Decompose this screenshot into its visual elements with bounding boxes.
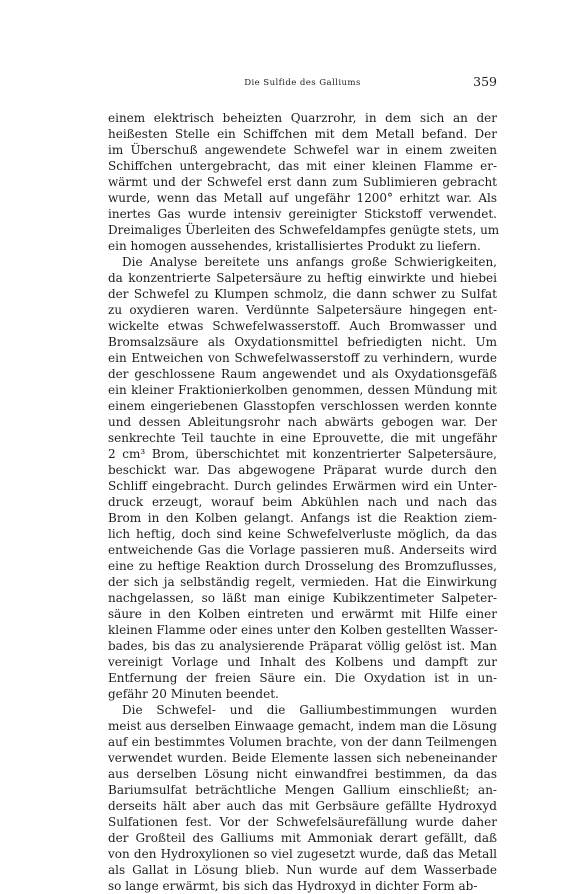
text-line: inertes Gas wurde intensiv gereinigter Stickstoff verwendet. [108, 207, 497, 221]
text-line: Die Analyse bereitete uns anfangs große Schwierigkeiten, [122, 255, 497, 269]
text-line: beschickt war. Das abgewogene Präparat wurde durch den [108, 463, 497, 477]
text-line: meist aus derselben Einwaage gemacht, indem man die Lösung [108, 719, 497, 733]
text-line: einem eingeriebenen Glasstopfen verschlossen werden konnte [108, 399, 497, 413]
text-line: Sulfationen fest. Vor der Schwefelsäurefällung wurde daher [108, 815, 497, 829]
text-line: kleinen Flamme oder eines unter den Kolben gestellten Wasser- [108, 623, 498, 637]
text-line: ein Entweichen von Schwefelwasserstoff zu verhindern, wurde [108, 351, 497, 365]
text-line: bades, bis das zu analysierende Präparat völlig gelöst ist. Man [108, 639, 497, 653]
text-line: wurde, wenn das Metall auf ungefähr 1200° erhitzt war. Als [108, 191, 497, 205]
page-number: 359 [473, 74, 497, 89]
running-title: Die Sulfide des Galliums [244, 78, 361, 88]
text-line: ein homogen aussehendes, kristallisiertes Produkt zu liefern. [108, 239, 481, 253]
text-line: verwendet wurden. Beide Elemente lassen sich nebeneinander [108, 751, 497, 765]
text-line: nachgelassen, so läßt man einige Kubikzentimeter Salpeter- [108, 591, 497, 605]
text-line: da konzentrierte Salpetersäure zu heftig einwirkte und hiebei [108, 271, 497, 285]
text-line: Bromsalzsäure als Oxydationsmittel befriedigten nicht. Um [108, 335, 497, 349]
text-line: der sich ja selbständig regelt, vermieden. Hat die Einwirkung [108, 575, 497, 589]
text-line: Die Schwefel- und die Galliumbestimmungen wurden [122, 703, 497, 717]
text-line: 2 cm³ Brom, überschichtet mit konzentrierter Salpetersäure, [108, 447, 497, 461]
text-line: von den Hydroxylionen so viel zugesetzt wurde, daß das Metall [108, 847, 497, 861]
text-line: vereinigt Vorlage und Inhalt des Kolbens und dampft zur [108, 655, 497, 669]
body-text [108, 110, 500, 894]
text-line: Schiffchen untergebracht, das mit einer kleinen Flamme er- [108, 159, 497, 173]
text-line: Bariumsulfat beträchtliche Mengen Gallium einschließt; an- [108, 783, 497, 797]
text-line: senkrechte Teil tauchte in eine Eprouvette, die mit ungefähr [108, 431, 497, 445]
document-page [108, 74, 500, 894]
text-line: der Schwefel zu Klumpen schmolz, die dann schwer zu Sulfat [108, 287, 497, 301]
text-line: heißesten Stelle ein Schiffchen mit dem Metall befand. Der [108, 127, 497, 141]
text-line: säure in den Kolben eintreten und erwärmt mit Hilfe einer [108, 607, 497, 621]
text-line: als Gallat in Lösung blieb. Nun wurde auf dem Wasserbade [108, 863, 497, 877]
text-line: wickelte etwas Schwefelwasserstoff. Auch Bromwasser und [108, 319, 497, 333]
text-line: im Überschuß angewendete Schwefel war in einem zweiten [108, 143, 497, 157]
text-line: aus derselben Lösung nicht einwandfrei bestimmen, da das [108, 767, 497, 781]
text-line: Dreimaliges Überleiten des Schwefeldampfes genügte stets, um [108, 223, 500, 237]
text-line: gefähr 20 Minuten beendet. [108, 687, 279, 701]
text-line: druck erzeugt, worauf beim Abkühlen nach und nach das [108, 495, 497, 509]
paragraph [108, 110, 500, 254]
text-line: einem elektrisch beheizten Quarzrohr, in dem sich an der [108, 111, 497, 125]
text-line: der Großteil des Galliums mit Ammoniak derart gefällt, daß [108, 831, 497, 845]
text-line: Schliff eingebracht. Durch gelindes Erwärmen wird ein Unter- [108, 479, 497, 493]
text-line: und dessen Ableitungsrohr nach abwärts gebogen war. Der [108, 415, 497, 429]
text-line: eine zu heftige Reaktion durch Drosselung des Bromzuflusses, [108, 559, 497, 573]
text-line: lich heftig, doch sind keine Schwefelverluste möglich, da das [108, 527, 497, 541]
text-line: Brom in den Kolben gelangt. Anfangs ist die Reaktion ziem- [108, 511, 497, 525]
text-line: so lange erwärmt, bis sich das Hydroxyd in dichter Form ab- [108, 879, 478, 893]
text-line: auf ein bestimmtes Volumen brachte, von der dann Teilmengen [108, 735, 497, 749]
text-line: Entfernung der freien Säure ein. Die Oxydation ist in un- [108, 671, 497, 685]
text-line: zu oxydieren waren. Verdünnte Salpetersäure hingegen ent- [108, 303, 497, 317]
text-line: derseits hält aber auch das mit Gerbsäure gefällte Hydroxyd [108, 799, 497, 813]
paragraph [108, 254, 497, 702]
running-header [108, 74, 497, 92]
paragraph [108, 702, 497, 894]
text-line: wärmt und der Schwefel erst dann zum Sublimieren gebracht [108, 175, 497, 189]
text-line: ein kleiner Fraktionierkolben genommen, dessen Mündung mit [108, 383, 497, 397]
text-line: entweichende Gas die Vorlage passieren muß. Anderseits wird [108, 543, 497, 557]
text-line: der geschlossene Raum angewendet und als Oxydationsgefäß [108, 367, 497, 381]
